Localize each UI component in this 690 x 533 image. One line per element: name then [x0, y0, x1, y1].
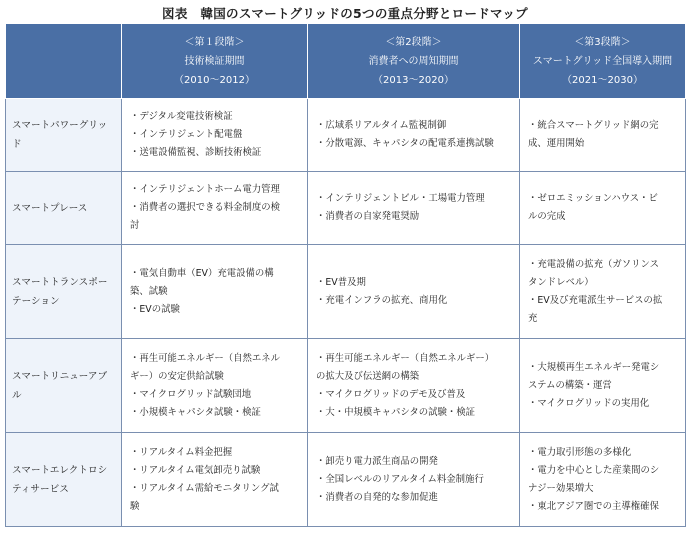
cell-text-line: ・消費者の選択できる料金制度の検 — [130, 202, 281, 213]
cell-text-line: ・電力取引形態の多様化 — [528, 446, 632, 458]
phase-stage: ＜第１段階＞ — [184, 36, 245, 48]
table-row — [6, 433, 686, 527]
header-row — [6, 24, 686, 99]
cell-text-line: 充 — [528, 312, 538, 324]
cell-text-line: ・大規模再生エネルギー発電シ — [528, 361, 660, 373]
table-row — [6, 172, 686, 245]
phase-1-cell — [122, 433, 308, 527]
cell-text-line: ・分散電源、キャパシタの配電系連携試験 — [316, 138, 494, 149]
focus-area-label: テーション — [12, 295, 60, 307]
focus-area-label: ティサービス — [12, 483, 69, 495]
cell-text-line: ・マイクログリッドの実用化 — [528, 397, 650, 409]
cell-text-line: ・リアルタイム電気卸売り試験 — [130, 464, 261, 476]
cell-text-line: 討 — [130, 220, 140, 231]
cell-text-line: ・リアルタイム需給モニタリング試 — [130, 482, 279, 494]
phase-2-cell — [308, 245, 520, 339]
phase-period: （2010〜2012） — [174, 74, 255, 86]
cell-text-line: ・マイクログリッドのデモ及び普及 — [316, 388, 466, 400]
cell-text-line: ・電気自動車（EV）充電設備の構 — [130, 267, 274, 279]
cell-text-line: ・大・中規模キャパシタの試験・検証 — [316, 406, 476, 418]
cell-text-line: ・充電設備の拡充（ガソリンス — [528, 258, 659, 270]
cell-text-line: 成、運用開始 — [528, 138, 585, 149]
phase-3-cell — [520, 433, 686, 527]
cell-text-line: ・ゼロエミッションハウス・ビ — [528, 193, 658, 204]
header-phase-2 — [308, 24, 520, 99]
focus-area-cell — [6, 245, 122, 339]
table-row — [6, 99, 686, 172]
phase-3-cell — [520, 99, 686, 172]
cell-text-line: ・充電インフラの拡充、商用化 — [316, 294, 448, 306]
focus-area-cell — [6, 99, 122, 172]
cell-text-line: ・EVの試験 — [130, 303, 180, 315]
cell-text-line: ・広域系リアルタイム監視制御 — [316, 120, 447, 131]
page-title: 図表 韓国のスマートグリッドの5つの重点分野とロードマップ — [162, 6, 528, 21]
phase-2-cell — [308, 339, 520, 433]
cell-text-line: ・EV普及期 — [316, 276, 366, 288]
phase-3-cell — [520, 172, 686, 245]
cell-text-line: ナジー効果増大 — [528, 482, 594, 494]
focus-area-label: スマートエレクトロシ — [12, 464, 108, 476]
phase-3-cell — [520, 339, 686, 433]
cell-text-line: ・卸売り電力派生商品の開発 — [316, 455, 438, 467]
phase-1-cell — [122, 99, 308, 172]
phase-2-cell — [308, 433, 520, 527]
phase-stage: ＜第2段階＞ — [385, 36, 442, 48]
cell-text-line: タンドレベル） — [528, 276, 594, 288]
phase-name: スマートグリッド全国導入期間 — [532, 55, 673, 67]
focus-area-label: スマートリニューアブ — [12, 370, 108, 382]
phase-1-cell — [122, 245, 308, 339]
cell-text-line: ・東北アジア圏での主導権確保 — [528, 500, 659, 512]
focus-area-cell — [6, 339, 122, 433]
phase-stage: ＜第3段階＞ — [574, 36, 631, 48]
cell-text-line: ・インテリジェントビル・工場電力管理 — [316, 193, 485, 204]
cell-text-line: 験 — [130, 500, 140, 512]
cell-text-line: ・送電設備監視、診断技術検証 — [130, 147, 262, 158]
cell-text-line: ステムの構築・運営 — [528, 379, 612, 391]
cell-text-line: ・デジタル変電技術検証 — [130, 111, 233, 122]
cell-text-line: ・再生可能エネルギー（自然エネルギー） — [316, 352, 495, 364]
phase-2-cell — [308, 99, 520, 172]
phase-2-cell — [308, 172, 520, 245]
focus-area-label: スマートパワーグリッ — [12, 120, 108, 131]
focus-area-label: ド — [12, 139, 22, 150]
cell-text-line: 築、試験 — [130, 285, 168, 297]
cell-text-line: ・インテリジェント配電盤 — [130, 129, 243, 140]
cell-text-line: ・EV及び充電派生サービスの拡 — [528, 294, 663, 306]
cell-text-line: ・マイクログリッド試験団地 — [130, 388, 252, 400]
header-phase-1 — [122, 24, 308, 99]
focus-area-cell — [6, 172, 122, 245]
phase-name: 技術検証期間 — [184, 55, 245, 67]
focus-area-label: スマートトランスポー — [12, 276, 108, 288]
phase-1-cell — [122, 172, 308, 245]
header-phase-3 — [520, 24, 686, 99]
cell-text-line: ・リアルタイム料金把握 — [130, 446, 233, 458]
cell-text-line: ・全国レベルのリアルタイム料金制施行 — [316, 473, 484, 485]
header-corner-cell — [6, 24, 122, 99]
phase-3-cell — [520, 245, 686, 339]
cell-text-line: ・電力を中心とした産業間のシ — [528, 464, 660, 476]
cell-text-line: ・統合スマートグリッド網の完 — [528, 120, 659, 131]
phase-period: （2021〜2030） — [562, 74, 643, 86]
cell-text-line: ・消費者の自発的な参加促進 — [316, 491, 438, 503]
roadmap-table — [5, 23, 686, 527]
cell-text-line: ・小規模キャパシタ試験・検証 — [130, 406, 261, 418]
cell-text-line: ルの完成 — [528, 211, 566, 222]
cell-text-line: ・インテリジェントホーム電力管理 — [130, 184, 280, 195]
focus-area-cell — [6, 433, 122, 527]
cell-text-line: ・消費者の自家発電奨励 — [316, 211, 420, 222]
phase-period: （2013〜2020） — [373, 74, 454, 86]
cell-text-line: ギー）の安定供給試験 — [130, 370, 224, 382]
cell-text-line: ・再生可能エネルギー（自然エネル — [130, 352, 281, 364]
table-row — [6, 339, 686, 433]
focus-area-label: スマートプレース — [12, 202, 88, 214]
cell-text-line: の拡大及び伝送網の構築 — [316, 370, 420, 382]
phase-1-cell — [122, 339, 308, 433]
focus-area-label: ル — [12, 389, 22, 401]
phase-name: 消費者への周知期間 — [368, 55, 459, 67]
table-row — [6, 245, 686, 339]
